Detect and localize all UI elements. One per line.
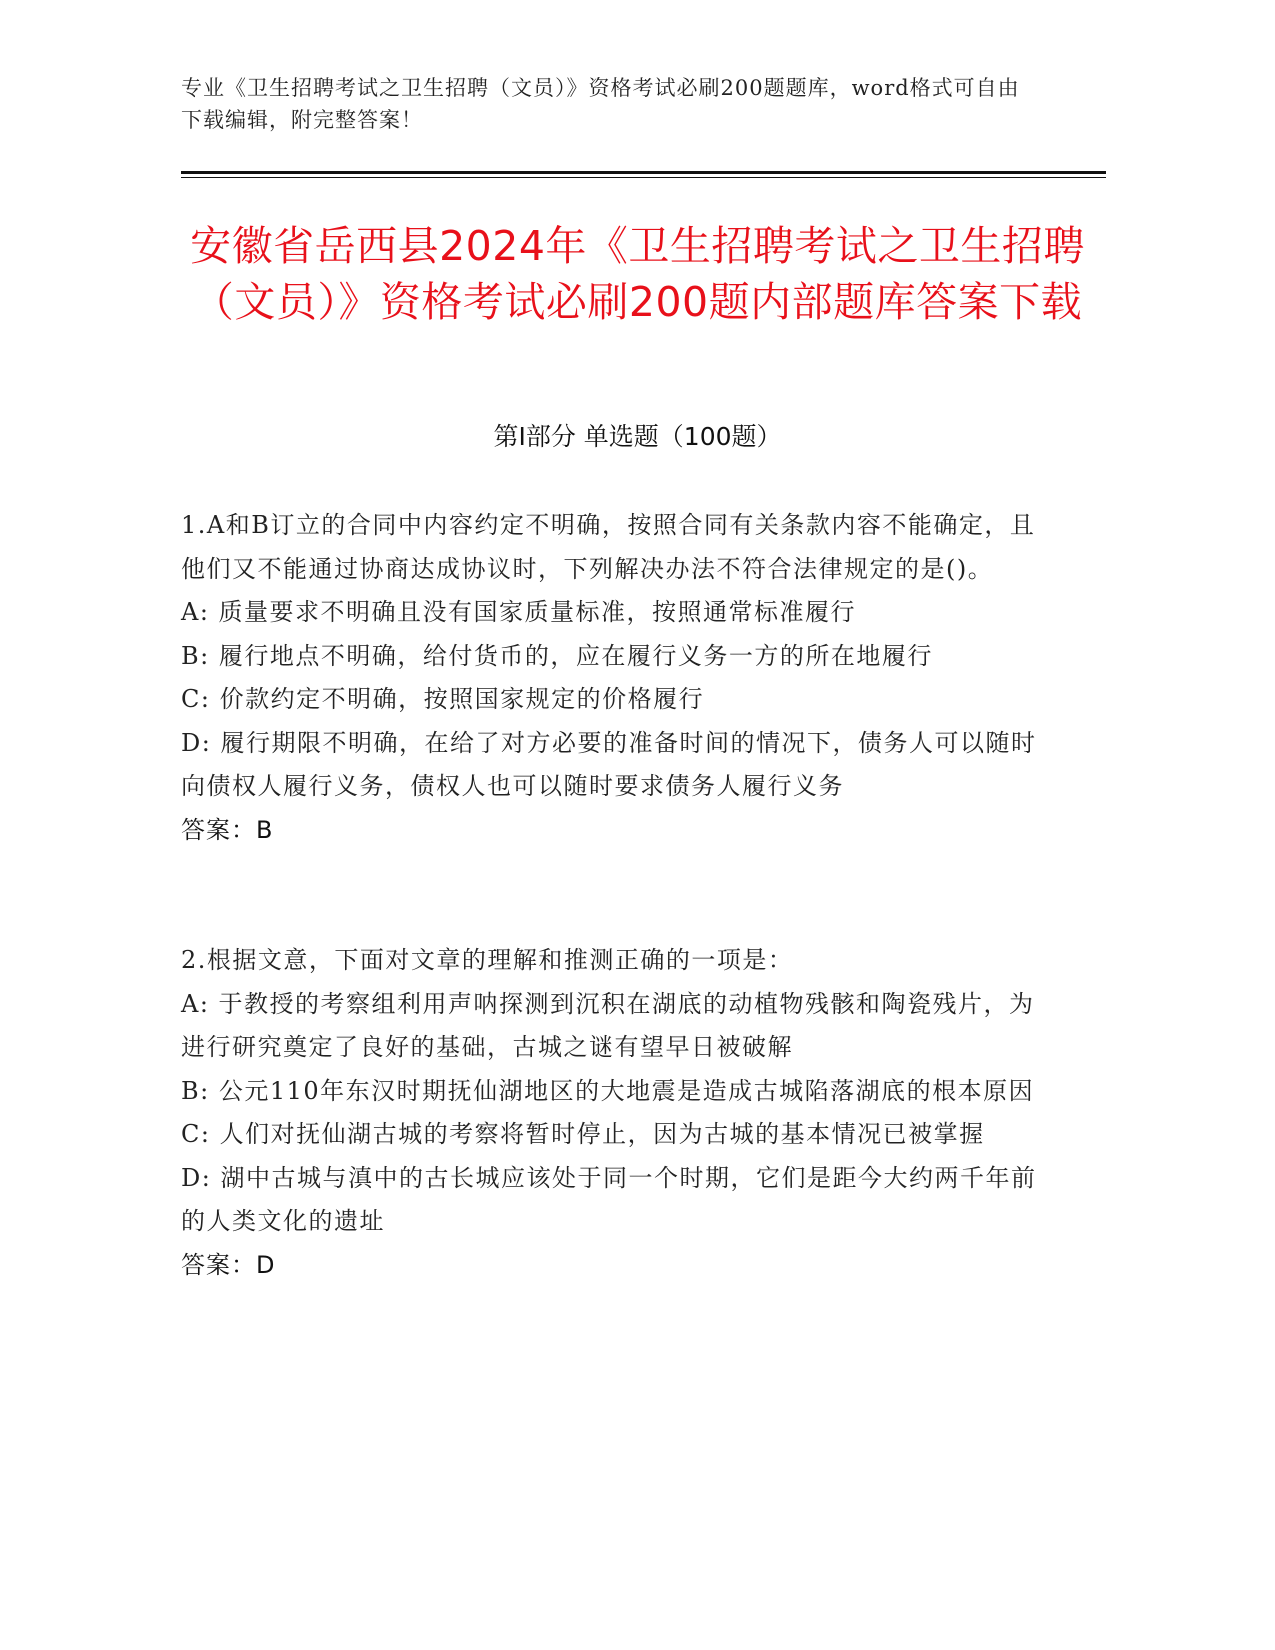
question-2-stem: 2.根据文意，下面对文章的理解和推测正确的一项是： — [181, 946, 794, 974]
question-2-option-a: A: 于教授的考察组利用声呐探测到沉积在湖底的动植物残骸和陶瓷残片，为进行研究奠定了良好的基础，古城之谜有望早日被破解 — [181, 989, 1035, 1061]
header-note: 专业《卫生招聘考试之卫生招聘（文员）》资格考试必刷200题题库，word格式可自由下载编辑，附完整答案！ — [181, 76, 1020, 132]
question-1-option-d: D: 履行期限不明确，在给了对方必要的准备时间的情况下，债务人可以随时向债权人履行义务，债权人也可以随时要求债务人履行义务 — [181, 728, 1037, 800]
question-2-option-d: D: 湖中古城与滇中的古长城应该处于同一个时期，它们是距今大约两千年前的人类文化的遗址 — [181, 1163, 1037, 1235]
section-heading: 第Ⅰ部分 单选题（100题） — [493, 422, 782, 451]
question-2-answer: 答案：D — [181, 1250, 276, 1279]
question-2-option-c: C: 人们对抚仙湖古城的考察将暂时停止，因为古城的基本情况已被掌握 — [181, 1120, 985, 1148]
document-title: 安徽省岳西县2024年《卫生招聘考试之卫生招聘（文员）》资格考试必刷200题内部题库答案下载 — [190, 222, 1085, 326]
header-divider-thin — [181, 177, 1106, 178]
question-1-option-b: B: 履行地点不明确，给付货币的，应在履行义务一方的所在地履行 — [181, 641, 933, 670]
question-1-stem: 1.A和B订立的合同中内容约定不明确，按照合同有关条款内容不能确定，且他们又不能通过协商达成协议时，下列解决办法不符合法律规定的是()。 — [181, 511, 1036, 583]
question-1 — [181, 504, 1041, 852]
header-divider-thick — [181, 171, 1106, 174]
question-1-option-a: A: 质量要求不明确且没有国家质量标准，按照通常标准履行 — [181, 598, 857, 626]
question-2-option-b: B: 公元110年东汉时期抚仙湖地区的大地震是造成古城陷落湖底的根本原因 — [181, 1076, 1035, 1105]
question-1-option-c: C: 价款约定不明确，按照国家规定的价格履行 — [181, 685, 705, 713]
question-2 — [181, 939, 1041, 1287]
question-1-answer: 答案：B — [181, 815, 274, 844]
